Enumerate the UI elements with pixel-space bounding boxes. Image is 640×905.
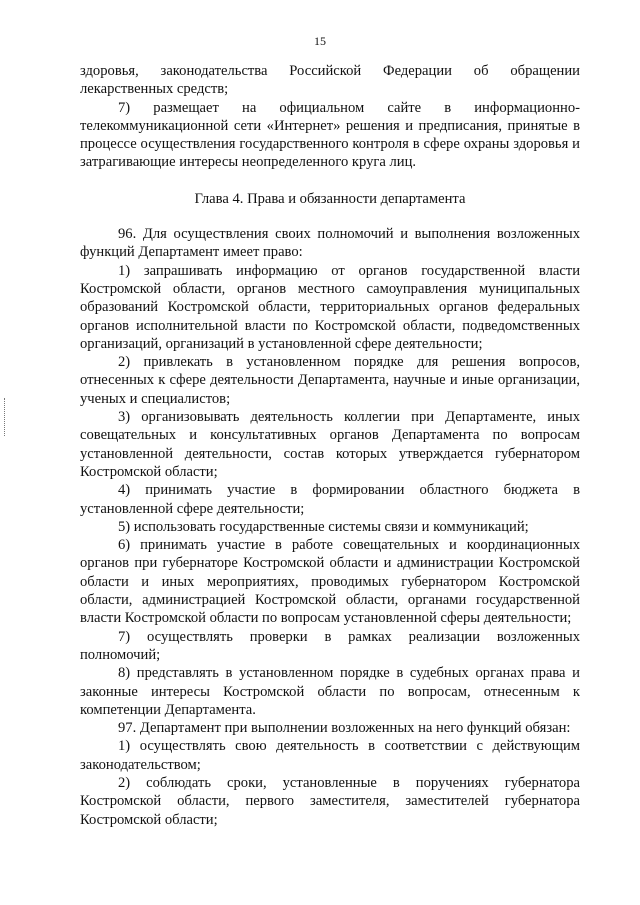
chapter-title: Глава 4. Права и обязанности департамента xyxy=(194,190,466,207)
paragraph-97-item-1: 1) осуществлять свою деятельность в соответствии с действующим законодательством; xyxy=(80,738,580,773)
page-number: 15 xyxy=(314,34,326,48)
paragraph-item-7-website: 7) размещает на официальном сайте в информационно-телекоммуникационной сети «Интернет» решения и предписания, принятые в процессе осуществления государственного контроля в сфере охраны здоровья и затрагивающие интересы неопределенного круга лиц. xyxy=(80,99,580,171)
paragraph-96-item-2: 2) привлекать в установленном порядке для решения вопросов, отнесенных к сфере деятельности Департамента, научные и иные организации, ученых и специалистов; xyxy=(80,354,580,407)
paragraph-96-item-4: 4) принимать участие в формировании областного бюджета в установленной сфере деятельности; xyxy=(80,482,580,517)
document-body xyxy=(80,62,580,829)
paragraph-96-item-6: 6) принимать участие в работе совещательных и координационных органов при губернаторе Костромской области и администрации Костромской области и иных мероприятиях, проводимых губернатором Костромской области, администрацией Костромской области, органами государственной власти Костромской области по вопросам установленной сферы деятельности; xyxy=(80,537,580,627)
paragraph-97-item-2: 2) соблюдать сроки, установленные в поручениях губернатора Костромской области, первого заместителя, заместителей губернатора Костромской области; xyxy=(80,774,580,828)
paragraph-96-item-1: 1) запрашивать информацию от органов государственной власти Костромской области, органов местного самоуправления муниципальных образований Костромской области, территориальных органов федеральных органов исполнительной власти по Костромской области, подведомственных организаций, организаций в установленной сфере деятельности; xyxy=(80,262,580,352)
margin-scan-mark xyxy=(4,398,6,436)
paragraph-continuation: здоровья, законодательства Российской Федерации об обращении лекарственных средств; xyxy=(80,63,580,98)
paragraph-97-intro: 97. Департамент при выполнении возложенных на него функций обязан: xyxy=(118,720,571,737)
paragraph-96-item-7: 7) осуществлять проверки в рамках реализации возложенных полномочий; xyxy=(80,628,580,663)
paragraph-96-item-5: 5) использовать государственные системы связи и коммуникаций; xyxy=(118,518,529,535)
paragraph-96-intro: 96. Для осуществления своих полномочий и выполнения возложенных функций Департамент имеет право: xyxy=(80,226,580,261)
paragraph-96-item-8: 8) представлять в установленном порядке в судебных органах права и законные интересы Костромской области по вопросам, отнесенным к компетенции Департамента. xyxy=(80,665,580,718)
paragraph-96-item-3: 3) организовывать деятельность коллегии при Департаменте, иных совещательных и консультативных органов Департамента по вопросам установленной деятельности, состав которых утверждается губернатором Костромской области; xyxy=(80,409,580,480)
